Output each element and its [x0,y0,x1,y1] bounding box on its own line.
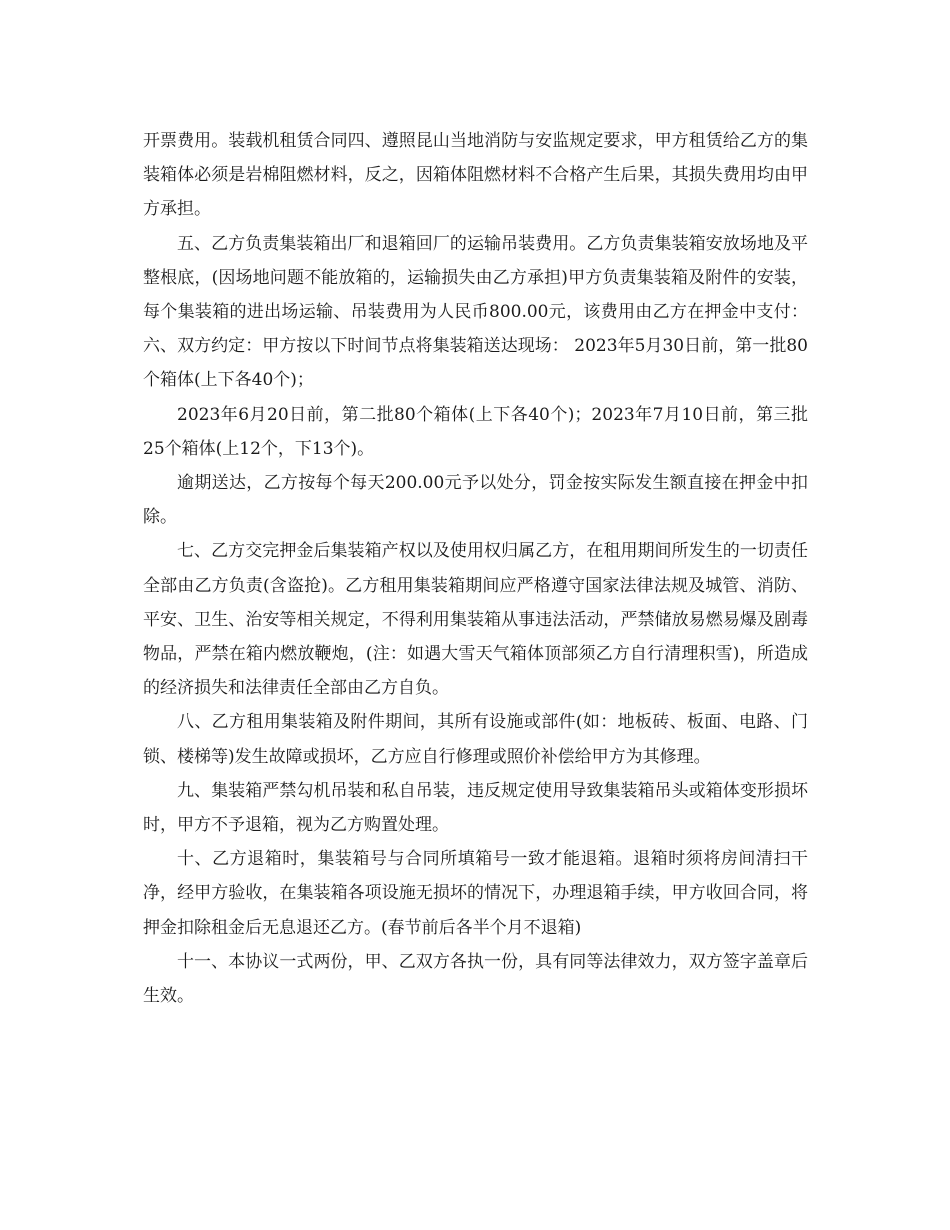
paragraph-clause-10: 十、乙方退箱时，集装箱号与合同所填箱号一致才能退箱。退箱时须将房间清扫干净，经甲方验收，在集装箱各项设施无损坏的情况下，办理退箱手续，甲方收回合同，将押金扣除租金后无息退还乙方。(春节前后各半个月不退箱) [143,849,808,938]
paragraph-clause-11: 十一、本协议一式两份，甲、乙双方各执一份，具有同等法律效力，双方签字盖章后生效。 [143,951,808,1007]
paragraph-clause-8: 八、乙方租用集装箱及附件期间，其所有设施或部件(如：地板砖、板面、电路、门锁、楼梯等)发生故障或损坏，乙方应自行修理或照价补偿给甲方为其修理。 [143,712,808,767]
paragraph-continuation: 开票费用。装载机租赁合同四、遵照昆山当地消防与安监规定要求，甲方租赁给乙方的集装箱体必须是岩棉阻燃材料，反之，因箱体阻燃材料不合格产生后果，其损失费用均由甲方承担。 [143,131,808,220]
document-body [143,124,808,1013]
paragraph-clause-7: 七、乙方交完押金后集装箱产权以及使用权归属乙方，在租用期间所发生的一切责任全部由乙方负责(含盗抢)。乙方租用集装箱期间应严格遵守国家法律法规及城管、消防、平安、卫生、治安等相关规定，不得利用集装箱从事违法活动，严禁储放易燃易爆及剧毒物品，严禁在箱内燃放鞭炮，(注：如遇大雪天气箱体顶部须乙方自行清理积雪)，所造成的经济损失和法律责任全部由乙方自负。 [143,541,808,699]
paragraph-delivery-schedule: 2023年6月20日前，第二批80个箱体(上下各40个)；2023年7月10日前，第三批25个箱体(上12个，下13个)。 [143,404,808,459]
paragraph-late-penalty: 逾期送达，乙方按每个每天200.00元予以处分，罚金按实际发生额直接在押金中扣除。 [143,473,808,528]
paragraph-clause-9: 九、集装箱严禁勾机吊装和私自吊装，违反规定使用导致集装箱吊头或箱体变形损坏时，甲方不予退箱，视为乙方购置处理。 [143,780,808,836]
paragraph-clause-5: 五、乙方负责集装箱出厂和退箱回厂的运输吊装费用。乙方负责集装箱安放场地及平整根底，(因场地问题不能放箱的，运输损失由乙方承担)甲方负责集装箱及附件的安装，每个集装箱的进出场运输、吊装费用为人民币800.00元，该费用由乙方在押金中支付： 六、双方约定：甲方按以下时间节点将集装箱送达现场： 2023年5月30日前，第一批80个箱体(上下各40个)； [143,233,808,391]
